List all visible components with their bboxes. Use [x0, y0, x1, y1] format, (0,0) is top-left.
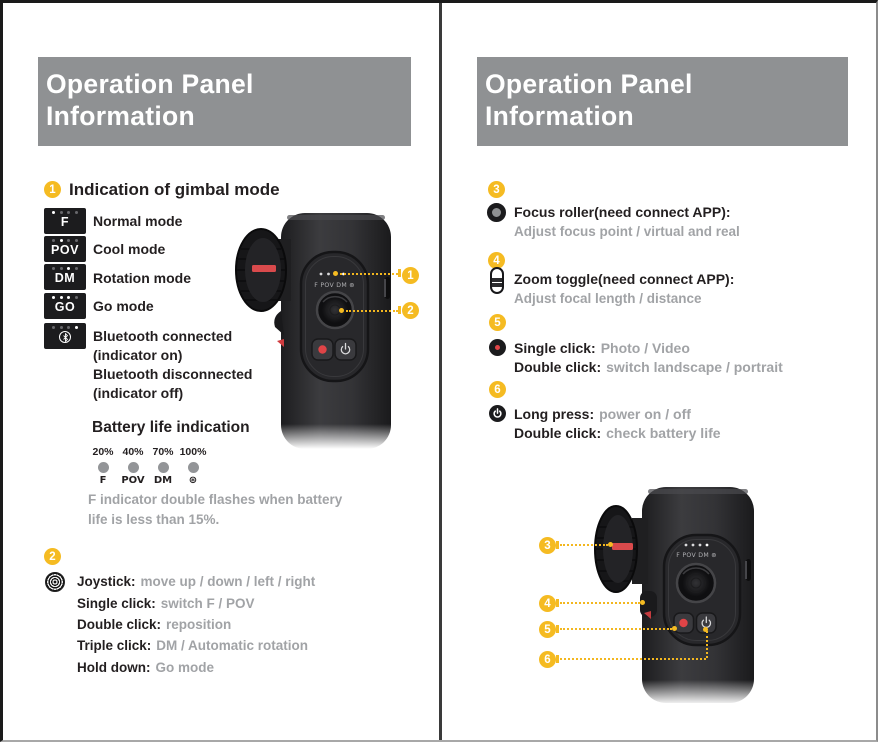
section-3-number: 3	[488, 181, 505, 198]
mode-badge-f: F	[44, 208, 86, 234]
bluetooth-status-text: Bluetooth connected (indicator on) Bluetooth disconnected (indicator off)	[93, 328, 253, 401]
joystick-row: Joystick: move up / down / left / right	[77, 574, 316, 589]
led-indicator-row	[52, 326, 78, 330]
gimbal-side-photo	[592, 473, 762, 705]
shutter-single-click-row: Single click: Photo / Video	[514, 340, 690, 356]
callout-3: 3	[539, 537, 556, 554]
power-long-press-row: Long press: power on / off	[514, 406, 691, 422]
callout-1: 1	[402, 267, 419, 284]
mode-badge-pov: POV	[44, 236, 86, 262]
callout-5: 5	[539, 621, 556, 638]
mode-label: Normal mode	[93, 213, 183, 229]
section-1-title: Indication of gimbal mode	[69, 180, 280, 199]
section-5-number: 5	[489, 314, 506, 331]
hold-down-row: Hold down: Go mode	[77, 660, 214, 675]
callout-4-line	[560, 602, 640, 604]
battery-note: F indicator double flashes when battery life is less than 15%.	[88, 492, 343, 527]
callout-2-anchor-dot	[339, 308, 344, 313]
battery-led-dot	[188, 462, 199, 473]
panel-print-label: F POV DM ⊛	[314, 282, 355, 289]
callout-2: 2	[402, 302, 419, 319]
bluetooth-icon	[59, 331, 71, 343]
callout-2-line	[346, 310, 398, 312]
power-button-icon	[489, 405, 506, 422]
gimbal-operation-panel-photo	[235, 199, 405, 449]
callout-2-tick	[398, 306, 401, 314]
callout-3-anchor-dot	[608, 542, 613, 547]
mode-label: Rotation mode	[93, 270, 191, 286]
callout-5-tick	[556, 625, 559, 633]
battery-level-indicators	[88, 446, 208, 486]
mode-badge-dm: DM	[44, 264, 86, 290]
battery-led-dot	[128, 462, 139, 473]
focus-roller-title: Focus roller(need connect APP):	[514, 204, 731, 220]
joystick-icon	[45, 572, 65, 592]
mode-label: Cool mode	[93, 241, 166, 257]
page-left	[3, 3, 439, 742]
callout-6-anchor-dot	[703, 627, 708, 632]
callout-3-line	[560, 544, 608, 546]
battery-led-dot	[158, 462, 169, 473]
callout-3-tick	[556, 541, 559, 549]
battery-section-title: Battery life indication	[92, 419, 250, 436]
double-click-row: Double click: reposition	[77, 617, 232, 632]
callout-6-line	[560, 658, 706, 660]
mode-badge-go: GO	[44, 293, 86, 319]
mode-label: Go mode	[93, 298, 154, 314]
section-1-number: 1	[44, 181, 61, 198]
battery-level: 40% POV	[121, 446, 145, 486]
callout-6-vertical-line	[706, 631, 708, 658]
section-2-number: 2	[44, 548, 61, 565]
section-4-number: 4	[488, 252, 505, 269]
battery-level: 20% F	[92, 446, 114, 486]
callout-1-line	[340, 273, 398, 275]
battery-level: 100% ⊛	[179, 446, 207, 486]
page-title: Operation Panel Information	[485, 69, 693, 131]
callout-6: 6	[539, 651, 556, 668]
callout-1-anchor-dot	[333, 271, 338, 276]
shutter-button-icon	[489, 339, 506, 356]
power-double-click-row: Double click: check battery life	[514, 425, 721, 441]
callout-5-anchor-dot	[672, 626, 677, 631]
triple-click-row: Triple click: DM / Automatic rotation	[77, 638, 309, 653]
callout-6-tick	[556, 655, 559, 663]
battery-led-dot	[98, 462, 109, 473]
zoom-toggle-title: Zoom toggle(need connect APP):	[514, 271, 735, 287]
focus-roller-desc: Adjust focus point / virtual and real	[514, 224, 740, 239]
callout-4: 4	[539, 595, 556, 612]
callout-1-tick	[398, 269, 401, 277]
zoom-toggle-desc: Adjust focal length / distance	[514, 291, 702, 306]
page-title: Operation Panel Information	[46, 69, 254, 131]
page-header	[477, 57, 848, 146]
shutter-double-click-row: Double click: switch landscape / portrait	[514, 359, 783, 375]
page-right	[442, 3, 878, 742]
callout-5-line	[560, 628, 672, 630]
callout-4-anchor-dot	[640, 600, 645, 605]
battery-level: 70% DM	[152, 446, 174, 486]
section-6-number: 6	[489, 381, 506, 398]
page-header	[38, 57, 411, 146]
callout-4-tick	[556, 599, 559, 607]
panel-print-label: F POV DM ⊛	[676, 552, 717, 559]
focus-roller-icon	[487, 203, 506, 222]
zoom-toggle-icon	[490, 267, 504, 294]
single-click-row: Single click: switch F / POV	[77, 596, 255, 611]
mode-badge-bluetooth	[44, 323, 86, 349]
